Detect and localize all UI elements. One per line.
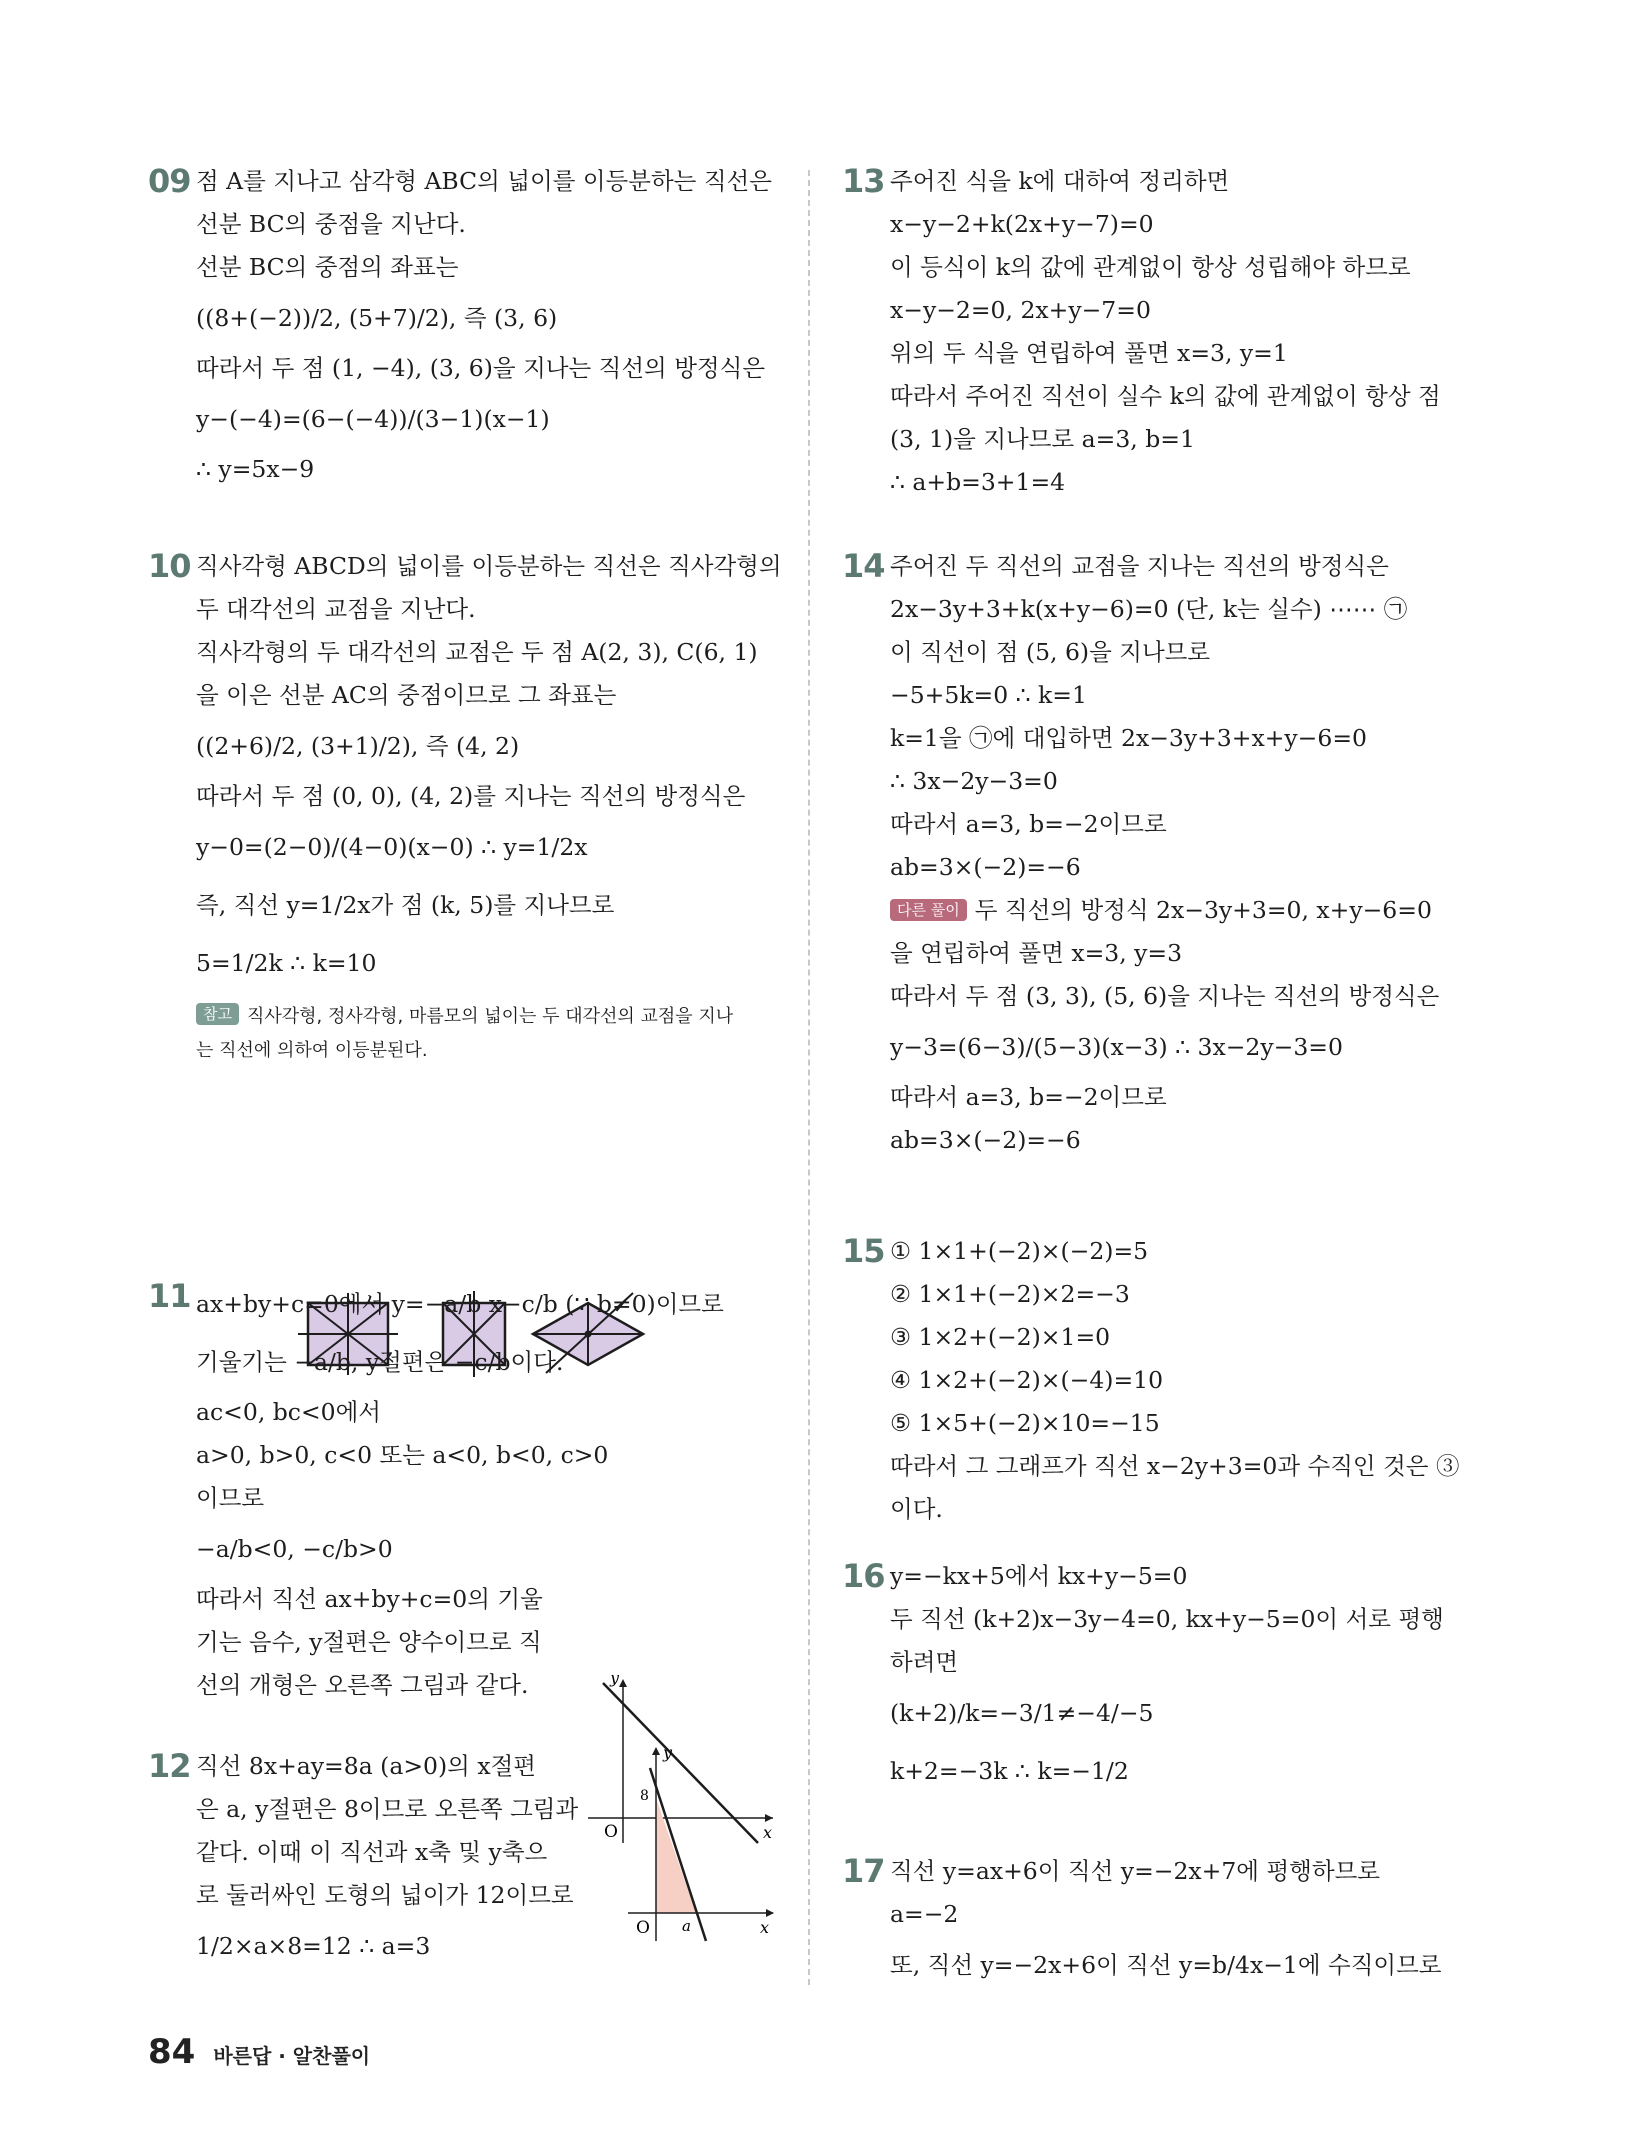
problem-number: 12 xyxy=(148,1747,191,1785)
y-axis-label: y xyxy=(663,1743,673,1762)
problem-number: 10 xyxy=(148,547,191,585)
solution-line: ∴ 3x−2y−3=0 xyxy=(890,767,1058,795)
solution-line: 즉, 직선 y=1/2x가 점 (k, 5)를 지나므로 xyxy=(196,891,615,919)
solution-line: 따라서 a=3, b=−2이므로 xyxy=(890,810,1167,838)
solution-line: 같다. 이때 이 직선과 x축 및 y축으 xyxy=(196,1838,548,1866)
solution-line: 두 직선 (k+2)x−3y−4=0, kx+y−5=0이 서로 평행 xyxy=(890,1605,1444,1633)
solution-line: a>0, b>0, c<0 또는 a<0, b<0, c>0 xyxy=(196,1441,609,1469)
answer-line: k+2=−3k ∴ k=−1/2 xyxy=(890,1757,1129,1785)
problem-number: 11 xyxy=(148,1277,191,1315)
solution-line: 직선 8x+ay=8a (a>0)의 x절편 xyxy=(196,1752,536,1780)
note-text: 직사각형, 정사각형, 마름모의 넓이는 두 대각선의 교점을 지나 xyxy=(246,1006,734,1027)
solution-line: 주어진 두 직선의 교점을 지나는 직선의 방정식은 xyxy=(890,552,1389,580)
solution-line: 두 대각선의 교점을 지난다. xyxy=(196,595,476,623)
problem-number: 14 xyxy=(842,547,885,585)
sign-result: −a/b<0, −c/b>0 xyxy=(196,1535,393,1563)
solution-line: 을 이은 선분 AC의 중점이므로 그 좌표는 xyxy=(196,681,617,709)
solution-line: 기는 음수, y절편은 양수이므로 직 xyxy=(196,1628,542,1656)
solution-line: 로 둘러싸인 도형의 넓이가 12이므로 xyxy=(196,1881,574,1909)
answer-line: 1/2×a×8=12 ∴ a=3 xyxy=(196,1932,431,1960)
x-axis-label: x xyxy=(760,1918,770,1937)
solution-line: x−y−2+k(2x+y−7)=0 xyxy=(890,210,1154,238)
choice-line: ③ 1×2+(−2)×1=0 xyxy=(890,1323,1111,1351)
choice-line: ① 1×1+(−2)×(−2)=5 xyxy=(890,1237,1149,1265)
midpoint-formula: ((2+6)/2, (3+1)/2), 즉 (4, 2) xyxy=(196,732,520,760)
note-badge: 참고 xyxy=(196,1003,239,1025)
solution-line: y=−kx+5에서 kx+y−5=0 xyxy=(890,1562,1188,1590)
solution-line: 위의 두 식을 연립하여 풀면 x=3, y=1 xyxy=(890,339,1288,367)
solution-line: 선분 BC의 중점을 지난다. xyxy=(196,210,466,238)
problem-number: 13 xyxy=(842,162,885,200)
midpoint-formula: ((8+(−2))/2, (5+7)/2), 즉 (3, 6) xyxy=(196,304,558,332)
solution-line: 이 직선이 점 (5, 6)을 지나므로 xyxy=(890,638,1211,666)
triangle-region xyxy=(656,1798,696,1913)
origin-label: O xyxy=(604,1822,618,1842)
alt-solution-line: 따라서 두 점 (3, 3), (5, 6)을 지나는 직선의 방정식은 xyxy=(890,982,1440,1010)
column-divider xyxy=(808,170,810,1985)
solution-line: 주어진 식을 k에 대하여 정리하면 xyxy=(890,167,1230,195)
note-text: 는 직선에 의하여 이등분된다. xyxy=(196,1040,428,1061)
solution-line: 따라서 그 그래프가 직선 x−2y+3=0과 수직인 것은 ③ xyxy=(890,1452,1460,1480)
problem-number: 16 xyxy=(842,1557,885,1595)
alt-solution-badge: 다른 풀이 xyxy=(890,899,967,921)
alt-solution-text: 두 직선의 방정식 2x−3y+3=0, x+y−6=0 xyxy=(974,896,1432,924)
page-number: 84 xyxy=(148,2032,196,2072)
solution-line: 또, 직선 y=−2x+6이 직선 y=b/4x−1에 수직이므로 xyxy=(890,1951,1442,1979)
solution-line: 따라서 두 점 (1, −4), (3, 6)을 지나는 직선의 방정식은 xyxy=(196,354,766,382)
solution-line: 이므로 xyxy=(196,1484,265,1512)
x-axis-label: x xyxy=(763,1823,773,1842)
origin-label: O xyxy=(636,1918,650,1938)
solution-line: 은 a, y절편은 8이므로 오른쪽 그림과 xyxy=(196,1795,579,1823)
solution-line: ax+by+c=0에서 y=−a/b x−c/b (∵ b≠0)이므로 xyxy=(196,1290,724,1318)
alt-solution-line xyxy=(890,889,1502,932)
y-intercept-label: 8 xyxy=(640,1788,649,1804)
solution-line: 따라서 주어진 직선이 실수 k의 값에 관계없이 항상 점 xyxy=(890,382,1441,410)
book-title: 바른답 · 알찬풀이 xyxy=(213,2044,371,2068)
solution-line: 2x−3y+3+k(x+y−6)=0 (단, k는 실수) ⋯⋯ ㉠ xyxy=(890,595,1408,623)
alt-solution-line: 따라서 a=3, b=−2이므로 xyxy=(890,1083,1167,1111)
alt-solution-line: ab=3×(−2)=−6 xyxy=(890,1126,1081,1154)
solution-line: 이 등식이 k의 값에 관계없이 항상 성립해야 하므로 xyxy=(890,253,1411,281)
solution-line: 점 A를 지나고 삼각형 ABC의 넓이를 이등분하는 직선은 xyxy=(196,167,772,195)
alt-solution-line: y−3=(6−3)/(5−3)(x−3) ∴ 3x−2y−3=0 xyxy=(890,1033,1343,1061)
note xyxy=(196,1000,788,1034)
solution-line: ac<0, bc<0에서 xyxy=(196,1398,382,1426)
solution-line: −5+5k=0 ∴ k=1 xyxy=(890,681,1087,709)
solution-line: 따라서 직선 ax+by+c=0의 기울 xyxy=(196,1585,543,1613)
page-footer xyxy=(148,2032,370,2072)
choice-line: ⑤ 1×5+(−2)×10=−15 xyxy=(890,1409,1160,1437)
solution-line: 이다. xyxy=(890,1495,943,1523)
solution-line: 직사각형 ABCD의 넓이를 이등분하는 직선은 직사각형의 xyxy=(196,552,782,580)
alt-solution-line: 을 연립하여 풀면 x=3, y=3 xyxy=(890,939,1183,967)
answer-line: ∴ y=5x−9 xyxy=(196,455,315,483)
y-axis-label: y xyxy=(610,1675,620,1687)
solution-line: (3, 1)을 지나므로 a=3, b=1 xyxy=(890,425,1195,453)
solution-line: k=1을 ㉠에 대입하면 2x−3y+3+x+y−6=0 xyxy=(890,724,1367,752)
answer-line: 5=1/2k ∴ k=10 xyxy=(196,949,377,977)
solution-line: 따라서 두 점 (0, 0), (4, 2)를 지나는 직선의 방정식은 xyxy=(196,782,746,810)
solution-line: 기울기는 −a/b, y절편은 −c/b이다. xyxy=(196,1348,564,1376)
answer-line: ab=3×(−2)=−6 xyxy=(890,853,1081,881)
parallel-condition: (k+2)/k=−3/1≠−4/−5 xyxy=(890,1699,1154,1727)
choice-line: ② 1×1+(−2)×2=−3 xyxy=(890,1280,1130,1308)
line-equation: y−(−4)=(6−(−4))/(3−1)(x−1) xyxy=(196,405,550,433)
solution-line: x−y−2=0, 2x+y−7=0 xyxy=(890,296,1151,324)
solution-line: 직사각형의 두 대각선의 교점은 두 점 A(2, 3), C(6, 1) xyxy=(196,638,758,666)
solution-line: 선분 BC의 중점의 좌표는 xyxy=(196,253,459,281)
problem-number: 15 xyxy=(842,1232,885,1270)
x-intercept-label: a xyxy=(682,1917,691,1935)
solution-line: 직선 y=ax+6이 직선 y=−2x+7에 평행하므로 xyxy=(890,1857,1380,1885)
answer-line: ∴ a+b=3+1=4 xyxy=(890,468,1066,496)
solution-line: 선의 개형은 오른쪽 그림과 같다. xyxy=(196,1671,529,1699)
problem-number: 09 xyxy=(148,162,191,200)
solution-line: 하려면 xyxy=(890,1648,959,1676)
graph-12 xyxy=(628,1743,778,1943)
line-equation: y−0=(2−0)/(4−0)(x−0) ∴ y=1/2x xyxy=(196,833,588,861)
choice-line: ④ 1×2+(−2)×(−4)=10 xyxy=(890,1366,1164,1394)
problem-number: 17 xyxy=(842,1852,885,1890)
solution-line: a=−2 xyxy=(890,1900,959,1928)
